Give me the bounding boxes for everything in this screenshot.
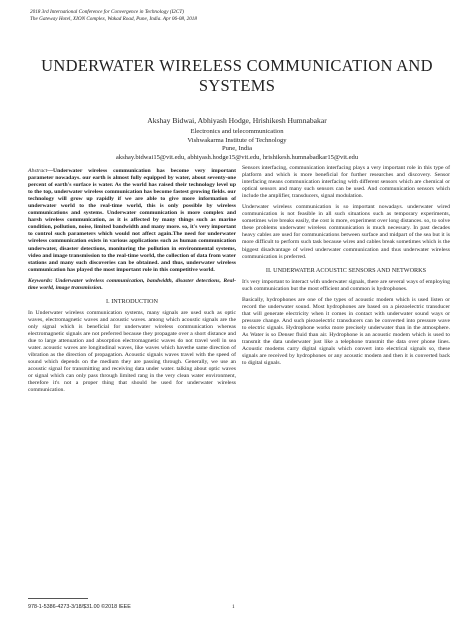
author-names: Akshay Bidwai, Abhiyash Hodge, Hrishikesh Humnabakar bbox=[147, 116, 327, 125]
section-heading-acoustic-sensors: II. UNDERWATER ACOUSTIC SENSORS AND NETWORKS bbox=[265, 266, 427, 274]
section-heading-introduction: I. INTRODUCTION bbox=[106, 297, 158, 305]
footer-rule bbox=[28, 598, 88, 599]
page-number: 1 bbox=[232, 604, 235, 610]
importance-paragraph: Underwater wireless communication is so important nowadays. underwater wired communication is not feasible in all such situations such as temporary experiments, sometimes wire breaks easily, the cost is more, experiment over long distances. so, to solve these problems underwater wireless communication is much necessary. In past decades heavy cables are used for communications between surface and midpart of the sea but it is more difficult to perform such task because wires and cables break sometimes which is the biggest disadvantage of wired underwater communication and thus underwater wireless communication is preferred. bbox=[242, 204, 450, 260]
keywords-text: Underwater wireless communication, bandwidth, disaster detections, Real-time world, image transmission. bbox=[28, 277, 236, 291]
paper-title: UNDERWATER WIRELESS COMMUNICATION AND SYSTEMS bbox=[41, 56, 433, 95]
author-emails: akshay.bidwai15@vit.edu, abhiyash.hodge15@vit.edu, hrishikesh.humnabadkar15@vit.edu bbox=[115, 153, 359, 161]
abstract-text: —Underwater wireless communication has become very important parameter nowadays. our earth is almost fully equipped by water, about seventy-one percent of earth's surface is water. As the world has raised their technology level up to the top, underwater wireless communication has become fastest growing fields. our technology will grow up rapidly if we are able to give more information of underwater world to the real-time world, this is only possible by wireless communications and systems. Underwater communication is more complex and harsh wireless communication, as it is affected by many things such as marine condition, pollution, noise, limited bandwidth and many more. so, it's very important to control such parameters which would not affect again.The need for underwater wireless communication exists in various applications such as human communication underwater, disaster detections, monitoring the pollution in environmental systems, video and image transmission to the real-time world, the collection of data from water stations and many such discoveries can be obtained. and thus, underwater wireless communication has played the most important role in this competitive world. bbox=[28, 168, 236, 273]
hydrophone-detail-paragraph: Basically, hydrophones are one of the types of acoustic modem which is used listen or record the underwater sound. Most hydrophones are based on a piezoelectric transducer that will generate electricity when it comes in contact with underwater sound ways or pressure change. And such piezoelectric transducers can be converted into pressure wave to electric signals. Hydrophone works more precisely underwater than in the atmosphere. As Water is so Denser fluid than air. Hydrophone is an acoustic modem which is used to transmit the data underwater just like a telephone transmit the data over phone lines. Acoustic modems carry digital signals which convert into electrical signals so, these signals are received by hydrophones or any acoustic modem and then it is converted back to digital signals. bbox=[242, 296, 450, 367]
keywords-label: Keywords: bbox=[28, 277, 53, 284]
department: Electronics and telecommunication bbox=[190, 128, 284, 135]
introduction-paragraph: In Underwater wireless communication systems, many signals are used such as optic waves, electromagnetic waves and acoustic waves. among which acoustic signals are the only signal which is beneficial for underwater wireless communication whereas electromagnetic signals are not preferred because they propagate over a short distance and due to large attenuation and absorption electromagnetic waves do not travel well in sea water. acoustic waves are longitudinal waves, like waves which havethe same direction of vibration as the direction of propagation. Acoustic signals waves travel with the speed of sound which depends on the medium they are passing through. Generally, we use an acoustic signal for transmitting and receiving data under water. talking about optic waves or signal which can only pass through limited rang in the very clean water environment, therefore it's not a proper thing that should be used for underwater wireless communication. bbox=[28, 309, 236, 394]
abstract-label: Abstract bbox=[28, 168, 48, 174]
left-column bbox=[28, 168, 236, 398]
keywords-paragraph bbox=[28, 278, 236, 292]
abstract-paragraph bbox=[28, 168, 236, 274]
institute: Vishwakarma Institute of Technology bbox=[187, 136, 287, 144]
conference-line-2: The Gateway Hotel, XION Complex, Wakad Road, Pune, India. Apr 06-08, 2018 bbox=[30, 16, 197, 22]
sensor-interfacing-paragraph: Sensors interfacing, communication interfacing plays a very important role in this type of platform and which is more beneficial for further researches and discovery. Sensor interfacing means communication interfacing with different sensors which are chemical or optical sensors and many such sensors can be used. And communication sensors which include the amplifier, transducers, signal modulation. bbox=[242, 165, 450, 200]
location: Pune, India bbox=[221, 145, 253, 153]
conference-header bbox=[30, 9, 450, 23]
conference-line-1: 2018 3rd International Conference for Convergence in Technology (I2CT) bbox=[30, 9, 184, 15]
author-block bbox=[20, 116, 454, 162]
footer-isbn: 978-1-5386-4273-3/18/$31.00 ©2018 IEEE bbox=[28, 604, 131, 610]
hydrophone-intro-paragraph: It's very important to interact with underwater signals, there are several ways of employing such communication but the most efficient and common is hydrophones. bbox=[242, 278, 450, 292]
right-column bbox=[242, 165, 450, 371]
